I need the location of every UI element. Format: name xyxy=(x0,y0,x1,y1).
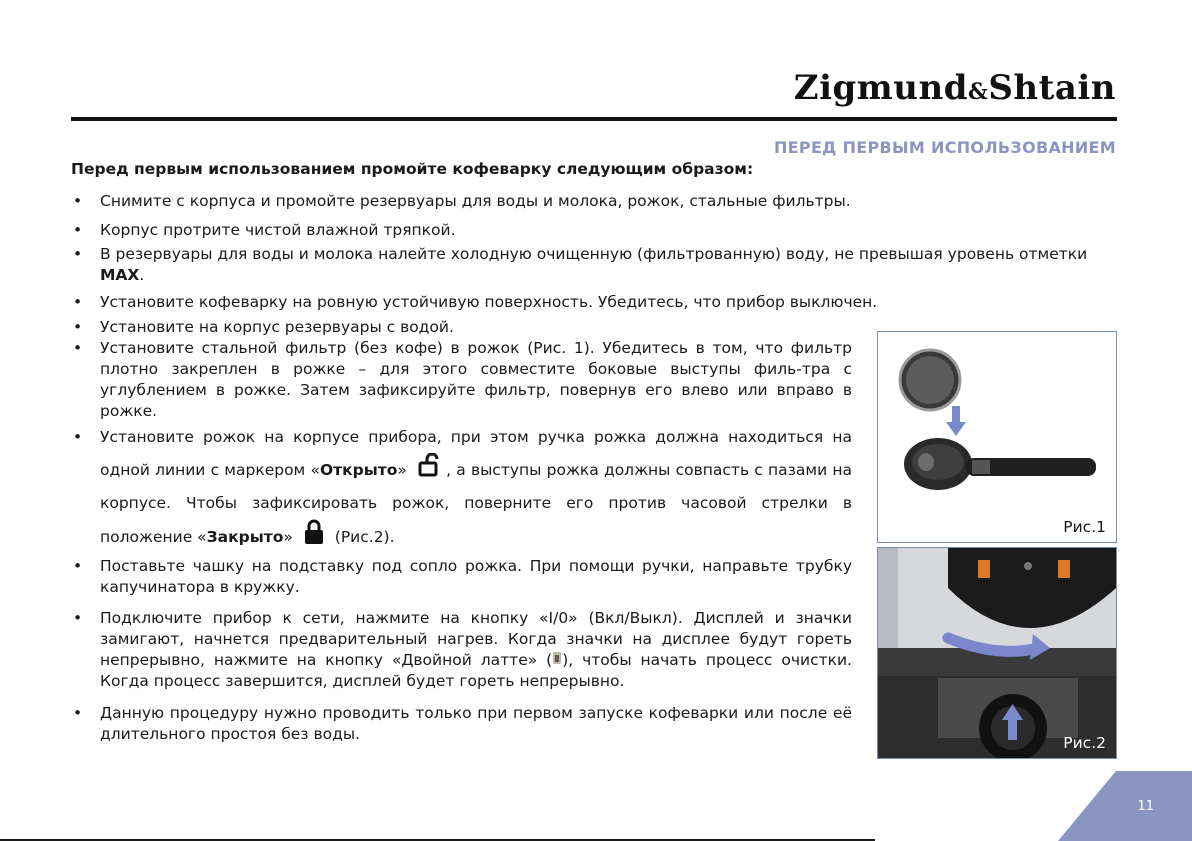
coffee-machine-illustration xyxy=(878,548,1116,758)
locked-padlock-icon xyxy=(304,519,324,556)
list-item: • Подключите прибор к сети, нажмите на кнопку «I/0» (Вкл/Выкл). Дисплей и значки замигают, начнется предварительный нагрев. Когда значки на дисплее будут гореть непрерывно, нажмите на кнопку «Двойной латте» ( ), чтобы начать процесс очистки. Когда процесс завершится, дисплей будет гореть непрерывно. xyxy=(71,608,852,692)
list-item: • Корпус протрите чистой влажной тряпкой. xyxy=(71,220,1117,241)
list-item: • Установите стальной фильтр (без кофе) в рожок (Рис. 1). Убедитесь в том, что фильтр плотно закреплен в рожке – для этого совместите боковые выступы филь-тра с углублением в рожке. Затем зафиксируйте фильтр, повернув его влево или вправо в рожке. xyxy=(71,338,852,422)
list-item: • Поставьте чашку на подставку под сопло рожка. При помощи ручки, направьте трубку капучинатора в кружку. xyxy=(71,556,852,598)
page-number: 11 xyxy=(1137,799,1154,814)
double-latte-icon xyxy=(552,651,562,669)
list-item: • Данную процедуру нужно проводить только при первом запуске кофеварки или после её длительного простоя без воды. xyxy=(71,703,852,745)
page-corner-tab xyxy=(1058,771,1192,841)
list-item: • Установите рожок на корпусе прибора, при этом ручка рожка должна находиться на одной линии с маркером «Открыто» , а выступы рожка должны совпасть с пазами на корпусе. Чтобы зафиксировать рожок, поверните его против часовой стрелки в положение «Закрыто» (Рис.2). xyxy=(71,422,852,556)
figure-1 xyxy=(877,331,1117,543)
intro-heading: Перед первым использованием промойте кофеварку следующим образом: xyxy=(71,160,754,178)
list-item: • Снимите с корпуса и промойте резервуары для воды и молока, рожок, стальные фильтры. xyxy=(71,191,1117,212)
section-title: ПЕРЕД ПЕРВЫМ ИСПОЛЬЗОВАНИЕМ xyxy=(774,138,1116,157)
list-item: • В резервуары для воды и молока налейте холодную очищенную (фильтрованную) воду, не превышая уровень отметки MAX. xyxy=(71,244,1117,286)
header-rule xyxy=(71,117,1117,121)
figure-2 xyxy=(877,547,1117,759)
list-item: • Установите на корпус резервуары с водой. xyxy=(71,317,1117,338)
figure-2-label: Рис.2 xyxy=(1063,734,1106,752)
list-item: • Установите кофеварку на ровную устойчивую поверхность. Убедитесь, что прибор выключен. xyxy=(71,292,1117,313)
unlocked-padlock-icon xyxy=(418,453,440,488)
max-mark: MAX xyxy=(100,266,140,284)
figure-1-label: Рис.1 xyxy=(1063,518,1106,536)
filter-and-portafilter-illustration xyxy=(878,332,1116,542)
brand-logo: Zigmund&Shtain xyxy=(793,68,1116,108)
